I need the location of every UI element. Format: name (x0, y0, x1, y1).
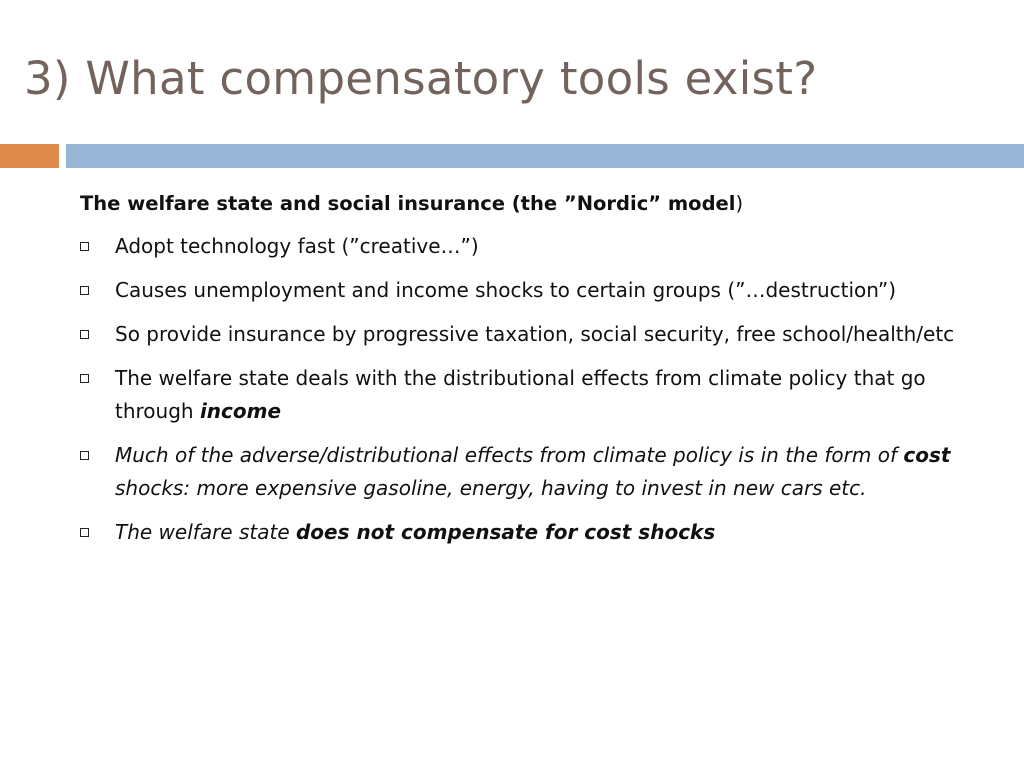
slide-content (80, 187, 1005, 560)
square-bullet-icon (80, 242, 89, 251)
heading-text: The welfare state and social insurance (the ”Nordic” model (80, 192, 736, 215)
bullet-item-insurance (80, 318, 1005, 351)
bullet-text: Adopt technology fast (”creative…”) (115, 234, 479, 258)
bullet-item-cost-shocks (80, 439, 1005, 505)
bullet-text: The welfare state deals with the distributional effects from climate policy that go through (115, 366, 926, 423)
bullet-item-welfare-income (80, 362, 1005, 428)
bullet-item-adopt-technology (80, 230, 1005, 263)
bullet-emphasis-income: income (199, 399, 282, 423)
accent-bar-orange (0, 144, 59, 168)
bullet-item-no-compensation (80, 516, 1005, 549)
square-bullet-icon (80, 330, 89, 339)
bullet-text: Causes unemployment and income shocks to certain groups (”…destruction”) (115, 278, 897, 302)
slide-title: 3) What compensatory tools exist? (24, 52, 818, 105)
heading-close-paren: ) (735, 192, 744, 215)
bullet-text: So provide insurance by progressive taxation, social security, free school/health/etc (115, 322, 955, 346)
square-bullet-icon (80, 286, 89, 295)
bullet-item-unemployment (80, 274, 1005, 307)
bullet-text-shocks: shocks (115, 476, 184, 500)
accent-bar-blue (66, 144, 1024, 168)
bullet-text: The welfare state (115, 520, 296, 544)
square-bullet-icon (80, 451, 89, 460)
bullet-text: Much of the adverse/distributional effects from climate policy is in the form of (115, 443, 904, 467)
square-bullet-icon (80, 528, 89, 537)
bullet-emphasis-cost: cost (903, 443, 951, 467)
section-heading (80, 187, 1005, 220)
bullet-list (80, 230, 1005, 549)
bullet-emphasis-no-compensation: does not compensate for cost shocks (295, 520, 716, 544)
square-bullet-icon (80, 374, 89, 383)
bullet-text-examples: : more expensive gasoline, energy, having to invest in new cars etc. (183, 476, 867, 500)
